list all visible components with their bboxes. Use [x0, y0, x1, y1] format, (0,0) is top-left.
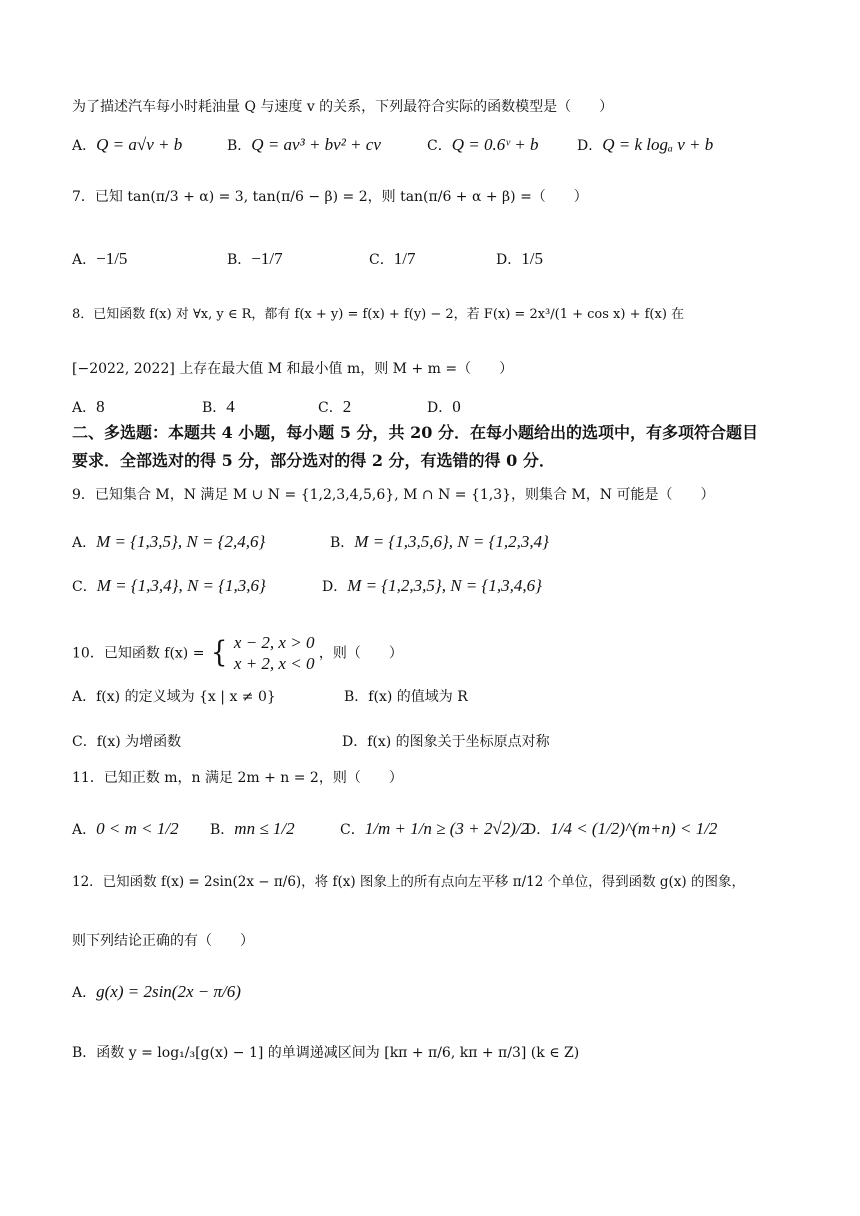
option-d: D．Q = k logₐ v + b — [577, 135, 714, 154]
question-6-stem: 为了描述汽车每小时耗油量 Q 与速度 v 的关系，下列最符合实际的函数模型是（ ） — [72, 99, 614, 115]
option-d: D．M = {1,2,3,5}, N = {1,3,4,6} — [322, 576, 542, 595]
question-8-stem-line2: [−2022, 2022] 上存在最大值 M 和最小值 m，则 M + m =（ ） — [72, 361, 514, 377]
question-7-stem: 7．已知 tan(π/3 + α) = 3, tan(π/6 − β) = 2，则 tan(π/6 + α + β) =（ ） — [72, 189, 588, 205]
option-a: A．f(x) 的定义域为 {x | x ≠ 0} — [72, 689, 276, 705]
option-c: C．Q = 0.6ᵛ + b — [427, 135, 539, 154]
question-8-stem-line1: 8．已知函数 f(x) 对 ∀x, y ∈ R，都有 f(x + y) = f(x) + f(y) − 2，若 F(x) = 2x³/(1 + cos x) + f(x) 在 — [72, 307, 685, 322]
option-d: D．1/5 — [496, 249, 543, 268]
option-c: C．1/m + 1/n ≥ (3 + 2√2)/2 — [340, 819, 530, 838]
piecewise-cases — [234, 632, 315, 675]
question-9-stem: 9．已知集合 M，N 满足 M ∪ N = {1,2,3,4,5,6}, M ∩ N = {1,3}，则集合 M，N 可能是（ ） — [72, 487, 715, 503]
option-a: A．8 — [72, 397, 105, 416]
question-10-stem-pre: 10．已知函数 f(x) = — [72, 645, 205, 662]
question-12-option-a: A．g(x) = 2sin(2x − π/6) — [72, 982, 241, 1001]
option-b: B．M = {1,3,5,6}, N = {1,2,3,4} — [330, 532, 549, 551]
option-a: A．0 < m < 1/2 — [72, 819, 179, 838]
option-b: B．Q = av³ + bv² + cv — [227, 135, 381, 154]
brace-glyph: { — [210, 636, 228, 670]
case-2: x + 2, x < 0 — [233, 654, 315, 674]
option-d: D．1/4 < (1/2)^(m+n) < 1/2 — [525, 819, 718, 838]
option-a: A．Q = a√v + b — [72, 135, 183, 154]
question-12-stem-line1: 12．已知函数 f(x) = 2sin(2x − π/6)，将 f(x) 图象上的所有点向左平移 π/12 个单位，得到函数 g(x) 的图象， — [72, 874, 745, 890]
option-a: A．−1/5 — [72, 249, 128, 268]
question-12-stem-line2: 则下列结论正确的有（ ） — [72, 933, 254, 949]
option-d: D．f(x) 的图象关于坐标原点对称 — [342, 734, 550, 750]
question-12-option-b: B．函数 y = log₁/₃[g(x) − 1] 的单调递减区间为 [kπ + π/6, kπ + π/3] (k ∈ Z) — [72, 1045, 580, 1061]
case-1: x − 2, x > 0 — [233, 633, 315, 652]
question-10-stem — [72, 632, 403, 675]
option-c: C．f(x) 为增函数 — [72, 734, 182, 750]
option-b: B．f(x) 的值域为 R — [344, 689, 468, 705]
option-a: A．M = {1,3,5}, N = {2,4,6} — [72, 532, 266, 551]
option-c: C．1/7 — [369, 249, 416, 268]
question-10-stem-post: ，则（ ） — [318, 645, 403, 662]
option-c: C．M = {1,3,4}, N = {1,3,6} — [72, 576, 266, 595]
option-b: B．mn ≤ 1/2 — [210, 819, 295, 838]
section-2-heading-line1: 二、多选题：本题共 4 小题，每小题 5 分，共 20 分．在每小题给出的选项中，有多项符合题目 — [72, 423, 758, 442]
question-11-stem: 11．已知正数 m，n 满足 2m + n = 2，则（ ） — [72, 770, 403, 786]
option-c: C．2 — [318, 397, 352, 416]
section-2-heading-line2: 要求．全部选对的得 5 分，部分选对的得 2 分，有选错的得 0 分． — [72, 451, 555, 470]
option-b: B．4 — [202, 397, 235, 416]
option-b: B．−1/7 — [227, 249, 283, 268]
option-d: D．0 — [427, 397, 461, 416]
